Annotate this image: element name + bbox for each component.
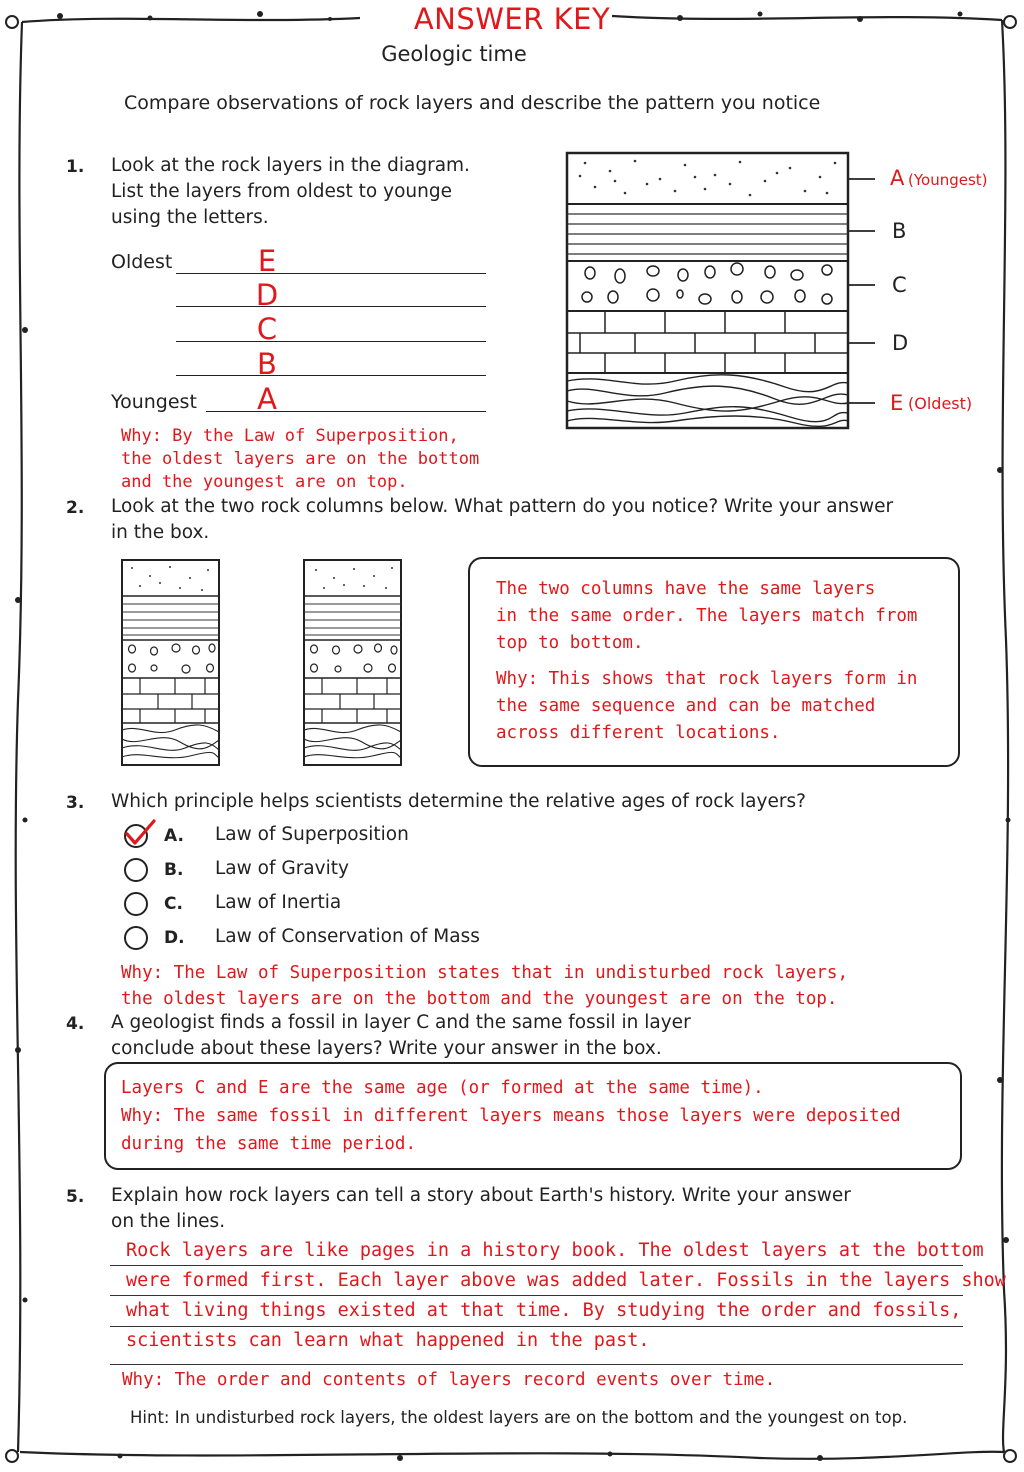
q5-answer-line: Rock layers are like pages in a history book. The oldest layers at the bottom (126, 1240, 984, 1261)
q1-why (121, 425, 479, 494)
q5-number: 5. (66, 1187, 85, 1207)
q1-text-line: using the letters. (111, 207, 269, 228)
label-b: B (892, 219, 907, 243)
answer-line-text: top to bottom. (496, 633, 644, 653)
worksheet-subtitle: Geologic time (381, 42, 527, 66)
q3-why (121, 960, 848, 1012)
q3-number: 3. (66, 793, 85, 813)
why-line: the oldest layers are on the bottom and the youngest are on the top. (121, 989, 838, 1009)
layer-answer: D (255, 278, 279, 312)
option-d-text: Law of Conservation of Mass (215, 926, 480, 947)
why-line: the oldest layers are on the bottom (121, 449, 480, 469)
q5-why: Why: The order and contents of layers record events over time. (122, 1370, 776, 1390)
rock-column-left (120, 558, 222, 768)
option-d-letter: D. (164, 928, 185, 948)
oldest-label: Oldest (111, 251, 173, 273)
q1-text-line: Look at the rock layers in the diagram. (111, 155, 470, 176)
q2-text-line: in the box. (111, 522, 210, 543)
q5-text-line: on the lines. (111, 1211, 226, 1232)
label-e-note: (Oldest) (908, 394, 973, 413)
youngest-label: Youngest (111, 391, 197, 413)
rock-layers-diagram (565, 151, 875, 441)
option-b-radio[interactable] (124, 858, 148, 882)
why-line: the same sequence and can be matched (496, 696, 876, 716)
q4-text-line: conclude about these layers? Write your answer in the box. (111, 1038, 662, 1059)
answer-line-text: The two columns have the same layers (496, 579, 876, 599)
q1-number: 1. (66, 157, 85, 177)
q3-text: Which principle helps scientists determine the relative ages of rock layers? (111, 791, 806, 812)
answer-line-text: Layers C and E are the same age (or formed at the same time). (121, 1078, 764, 1098)
intro-instructions: Compare observations of rock layers and describe the pattern you notice (124, 92, 821, 114)
q5-answer-line: scientists can learn what happened in the past. (126, 1330, 650, 1351)
q5-answer-line: what living things existed at that time. By studying the order and fossils, (126, 1300, 962, 1321)
q4-text (111, 1010, 691, 1062)
writing-line (110, 1295, 963, 1296)
hint-text: Hint: In undisturbed rock layers, the oldest layers are on the bottom and the youngest on top. (130, 1408, 908, 1427)
answer-key-title: ANSWER KEY (413, 2, 611, 36)
option-a-text: Law of Superposition (215, 824, 409, 845)
answer-line-text: Why: The same fossil in different layers means those layers were deposited (121, 1106, 901, 1126)
option-c-radio[interactable] (124, 892, 148, 916)
layer-answer: C (256, 312, 278, 346)
q2-number: 2. (66, 498, 85, 518)
why-line: Why: By the Law of Superposition, (121, 426, 459, 446)
layer-answer: B (257, 347, 277, 381)
answer-line-text: in the same order. The layers match from (496, 606, 918, 626)
option-a-letter: A. (164, 826, 184, 846)
layer-answer: E (257, 244, 277, 278)
why-line: Why: The Law of Superposition states that in undisturbed rock layers, (121, 963, 848, 983)
q2-text (111, 494, 893, 546)
why-line: Why: This shows that rock layers form in (496, 669, 918, 689)
option-b-letter: B. (164, 860, 184, 880)
label-a-note: (Youngest) (908, 171, 988, 189)
answer-line (206, 411, 486, 412)
answer-line (176, 341, 486, 342)
answer-line-text: during the same time period. (121, 1134, 417, 1154)
q2-answer (496, 576, 917, 657)
why-line: across different locations. (496, 723, 781, 743)
writing-line (110, 1364, 963, 1365)
rock-column-right (302, 558, 404, 768)
label-d: D (892, 331, 909, 355)
label-e: E (890, 391, 904, 415)
writing-line (110, 1265, 963, 1266)
layer-answer: A (257, 382, 277, 416)
q5-answer-line: were formed first. Each layer above was added later. Fossils in the layers show (126, 1270, 1006, 1291)
option-d-radio[interactable] (124, 926, 148, 950)
why-line: and the youngest are on top. (121, 472, 408, 492)
answer-line (176, 375, 486, 376)
q4-answer (121, 1074, 901, 1158)
checkmark-icon (124, 818, 158, 848)
q5-text (111, 1183, 851, 1235)
q1-text-line: List the layers from oldest to younge (111, 181, 452, 202)
q2-why (496, 666, 917, 747)
q2-text-line: Look at the two rock columns below. What pattern do you notice? Write your answer (111, 496, 894, 517)
answer-line (176, 273, 486, 274)
q4-number: 4. (66, 1014, 85, 1034)
answer-line (176, 306, 486, 307)
writing-line (110, 1326, 963, 1327)
option-c-text: Law of Inertia (215, 892, 342, 913)
q1-text (111, 153, 470, 231)
q5-text-line: Explain how rock layers can tell a story about Earth's history. Write your answer (111, 1185, 851, 1206)
label-a: A (890, 166, 905, 190)
option-c-letter: C. (164, 894, 183, 914)
option-b-text: Law of Gravity (215, 858, 349, 879)
label-c: C (892, 273, 907, 297)
q4-text-line: A geologist finds a fossil in layer C and the same fossil in layer (111, 1012, 691, 1033)
